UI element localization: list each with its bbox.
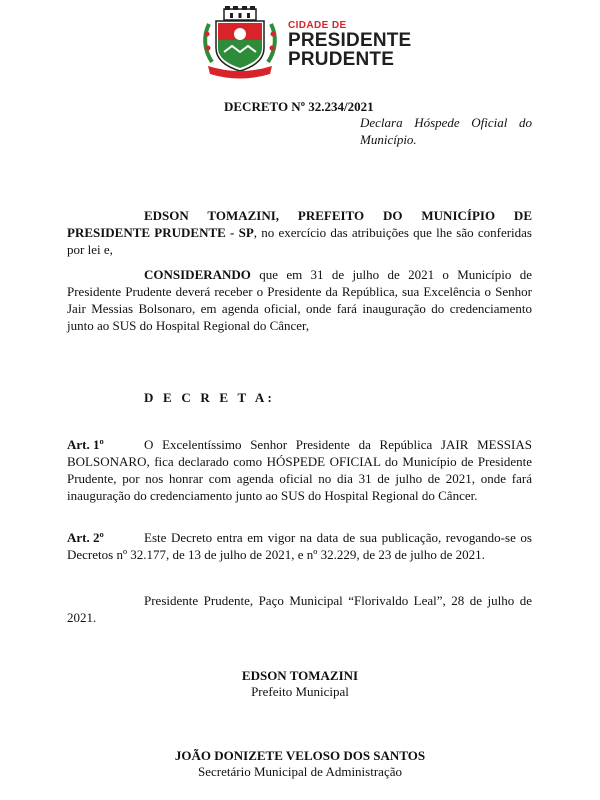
article-1-text: O Excelentíssimo Senhor Presidente da República JAIR MESSIAS BOLSONARO, fica declarado como HÓSPEDE OFICIAL do Município de Presidente Prudente, por nos honrar com agenda oficial no dia 31 de julho de 2021, onde fará inauguração do credenciamento junto ao SUS do Hospital Regional do Câncer. — [67, 437, 532, 503]
summary-line-2: Município. — [360, 132, 417, 147]
considering-paragraph — [67, 266, 532, 334]
preamble-text: , no exercício das atribuições que lhe são conferidas por lei e, — [67, 225, 532, 257]
summary-line-1: Declara Hóspede Oficial do — [360, 115, 532, 130]
decree-title: DECRETO Nº 32.234/2021 — [224, 99, 374, 114]
article-1-label: Art. 1º — [67, 437, 104, 452]
article-2-label: Art. 2º — [67, 530, 104, 545]
article-2 — [67, 529, 532, 563]
article-1 — [67, 436, 532, 504]
decree-summary — [360, 114, 532, 148]
city-header — [200, 4, 420, 80]
brand-line-2: PRUDENTE — [288, 49, 395, 70]
mayor-title: EDSON TOMAZINI, PREFEITO DO MUNICÍPIO DE PRESIDENTE PRUDENTE - SP — [67, 208, 532, 240]
signatory-name: JOÃO DONIZETE VELOSO DOS SANTOS — [174, 748, 426, 763]
closing-paragraph — [67, 592, 532, 626]
mayor-signature — [0, 668, 600, 700]
city-brand — [288, 20, 411, 69]
signatory-role: Prefeito Municipal — [251, 684, 349, 699]
article-2-text: Este Decreto entra em vigor na data de sua publicação, revogando-se os Decretos nº 32.177, de 13 de julho de 2021, e nº 32.229, de 23 de julho de 2021. — [67, 530, 532, 562]
brand-prefix: CIDADE DE — [288, 20, 347, 31]
considering-label: CONSIDERANDO — [144, 267, 251, 282]
secretary-signature — [0, 748, 600, 780]
signatory-role: Secretário Municipal de Administração — [198, 764, 402, 779]
closing-text: Presidente Prudente, Paço Municipal “Florivaldo Leal”, 28 de julho de 2021. — [67, 593, 532, 625]
decreta-heading: D E C R E T A: — [144, 390, 276, 405]
considering-text: que em 31 de julho de 2021 o Município de Presidente Prudente deverá receber o Presidente da República, sua Excelência o Senhor Jair Messias Bolsonaro, em agenda oficial, onde fará inauguração do credenciamento junto ao SUS do Hospital Regional do Câncer, — [67, 267, 532, 333]
signatory-name: EDSON TOMAZINI — [241, 668, 359, 683]
preamble-paragraph — [67, 207, 532, 258]
brand-line-1: PRESIDENTE — [288, 30, 412, 51]
city-coat-of-arms-icon — [200, 4, 280, 80]
